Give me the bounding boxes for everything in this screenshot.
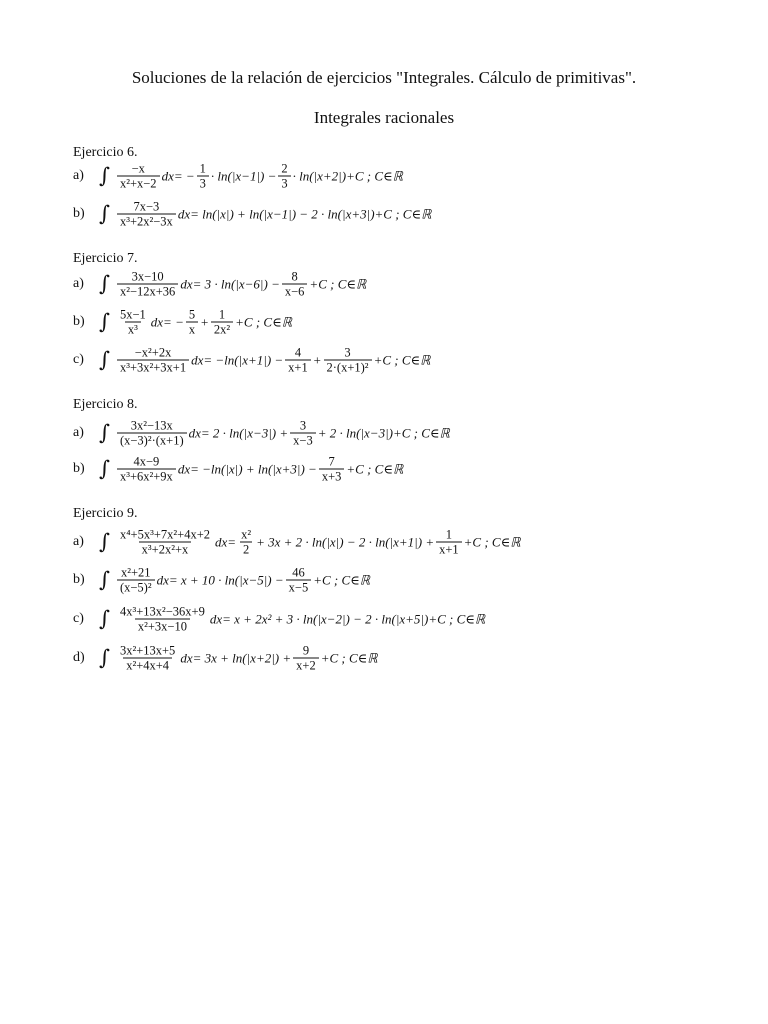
exercise-6a (73, 158, 753, 194)
exercise-7c (73, 342, 753, 378)
item-label: c) (73, 611, 84, 626)
formula: ∫ $\frac{\text{x⁴+5x³+7x²+4x+2}}{\text{x³+2x²+x}}$ dx = $\frac{\text{x²}}{2}$ + 3x + 2 · ln(|x|) − 2 · ln(|x+1|) + $\frac{1}{x+1}$ +C ; C∈ℝ (99, 527, 521, 557)
formula: ∫ $\frac{\text{3x²+13x+5}}{\text{x²+4x+4}}$ dx = 3x + ln(|x+2|) + $\frac{9}{x+2}$ +C ; C∈ℝ (99, 643, 378, 673)
exercise-6-heading: Ejercicio 6. (73, 145, 138, 160)
exercise-7a (73, 266, 753, 302)
formula: ∫ $\frac{5x-1}{\text{x³}}$ dx = − $\frac{5}{x}$ + $\frac{1}{\text{2x²}}$ +C ; C∈ℝ (99, 307, 292, 337)
item-label: c) (73, 352, 84, 367)
exercise-7-heading: Ejercicio 7. (73, 251, 138, 266)
item-label: b) (73, 206, 85, 221)
exercise-6b (73, 196, 753, 232)
exercise-9c (73, 601, 753, 637)
formula: ∫ $\frac{4x-9}{\text{x³+6x²+9x}}$ dx = −ln(|x|) + ln(|x+3|) − $\frac{7}{x+3}$ +C ; C∈ℝ (99, 454, 404, 484)
item-label: a) (73, 276, 84, 291)
formula: ∫ $\frac{3x-10}{\text{x²−12x+36}}$ dx = 3 · ln(|x−6|) − $\frac{8}{x-6}$ +C ; C∈ℝ (99, 269, 367, 299)
formula: ∫ $\frac{-x}{\text{x²+x−2}}$ dx = − $\frac{1}{3}$ · ln(|x−1|) − $\frac{2}{3}$ · ln(|x+2|) +C ; C∈ℝ (99, 161, 403, 191)
formula: ∫ $\frac{\text{4x³+13x²−36x+9}}{\text{x²+3x−10}}$ dx = x + 2x² + 3 · ln(|x−2|) − 2 · ln(|x+5|) +C ; C∈ℝ (99, 604, 486, 634)
exercise-9a (73, 524, 753, 560)
exercise-9b (73, 562, 753, 598)
exercise-8b (73, 451, 753, 487)
exercise-9-heading: Ejercicio 9. (73, 506, 138, 521)
item-label: b) (73, 314, 85, 329)
item-label: a) (73, 168, 84, 183)
item-label: a) (73, 534, 84, 549)
formula: ∫ $\frac{7x-3}{\text{x³+2x²−3x}}$ dx = ln(|x|) + ln(|x−1|) − 2 · ln(|x+3|) +C ; C∈ℝ (99, 199, 432, 229)
exercise-8a (73, 415, 753, 451)
formula: ∫ $\frac{\text{x²+21}}{\text{(x−5)²}}$ dx = x + 10 · ln(|x−5|) − $\frac{46}{x-5}$ +C ; C∈ℝ (99, 565, 371, 595)
exercise-7b (73, 304, 753, 340)
exercise-9d (73, 640, 753, 676)
formula: ∫ $\frac{\text{−x²+2x}}{\text{x³+3x²+3x+1}}$ dx = −ln(|x+1|) − $\frac{4}{x+1}$ + $\frac{3}{\text{2·(x+1)²}}$ +C ; C∈ℝ (99, 345, 431, 375)
item-label: a) (73, 425, 84, 440)
item-label: d) (73, 650, 85, 665)
document-title: Soluciones de la relación de ejercicios "Integrales. Cálculo de primitivas". (131, 68, 637, 87)
item-label: b) (73, 461, 85, 476)
formula: ∫ $\frac{\text{3x²−13x}}{\text{(x−3)²·(x+1)}}$ dx = 2 · ln(|x−3|) + $\frac{3}{x-3}$ + 2 · ln(|x−3|) +C ; C∈ℝ (99, 418, 450, 448)
exercise-8-heading: Ejercicio 8. (73, 397, 138, 412)
item-label: b) (73, 572, 85, 587)
section-title: Integrales racionales (313, 108, 455, 127)
